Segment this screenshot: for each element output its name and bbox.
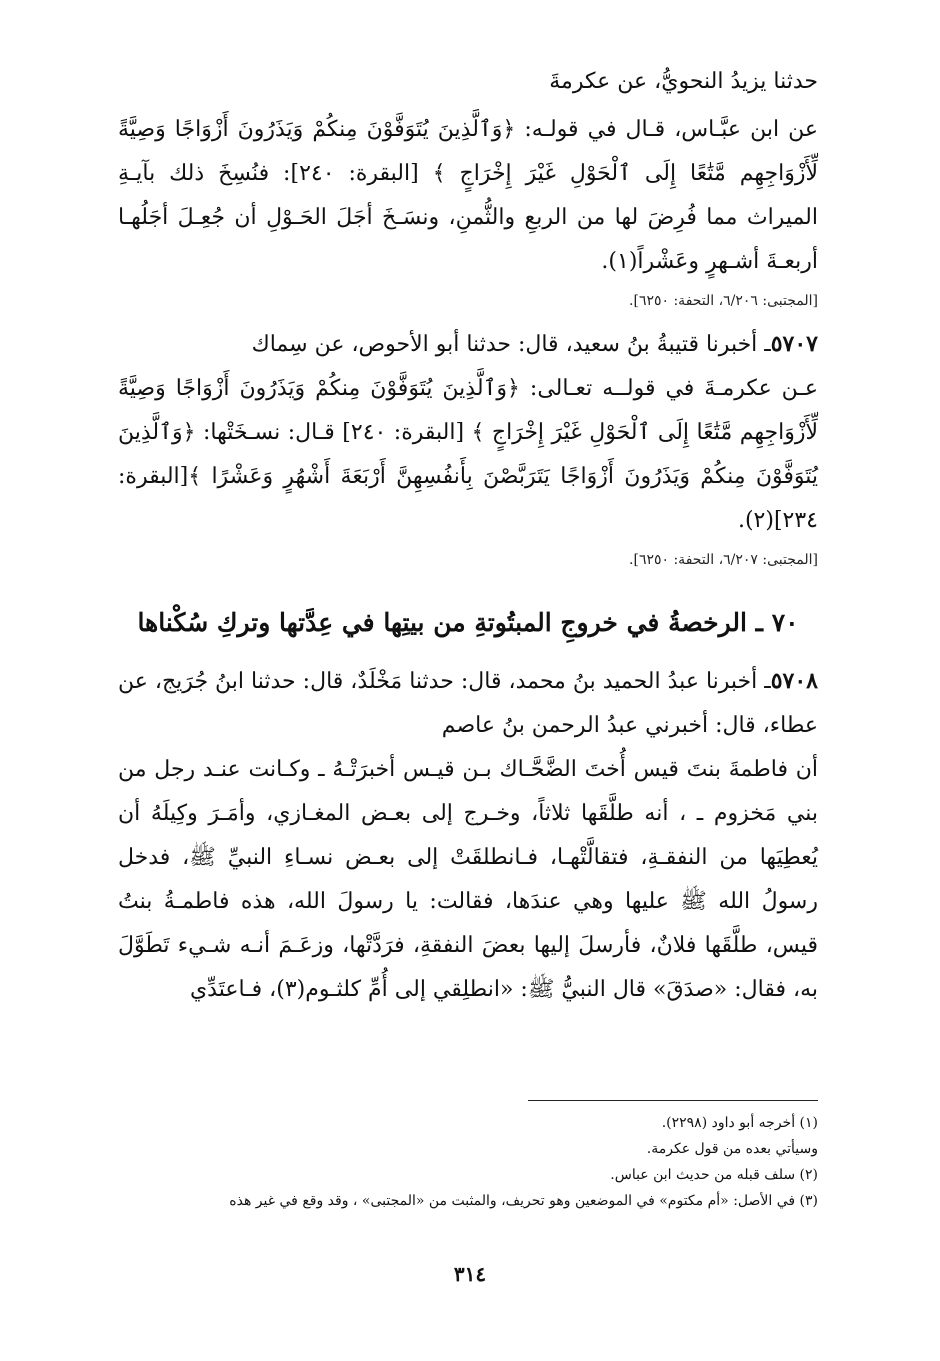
hadith-5707-isnad-text: ـ أخبرنا قتيبةُ بنُ سعيد، قال: حدثنا أبو الأحوص، عن سِماك [251, 332, 771, 357]
hadith-5706-body: عن ابن عبَّـاس، قـال في قولـه: ﴿وَٱلَّذِينَ يُتَوَفَّوْنَ مِنكُمْ وَيَذَرُونَ أَزْوَاجًا وَصِيَّةً لِّأَزْوَاجِهِم مَّتَٰعًا إِلَى ٱلْحَوْلِ غَيْرَ إِخْرَاجٍ ﴾ [البقرة: ٢٤٠]: فنُسِخَ ذلك بآيـةِ الميراث مما فُرِضَ لها من الربعِ والثُّمنِ، ونسَـخَ أجَلَ الحَـوْلِ أن جُعِـلَ أجَلُهـا أربعـةَ أشـهرٍ وعَشْراً(١). [118, 117, 819, 274]
hadith-number-5707: ٥٧٠٧ [770, 331, 818, 357]
footnote-3: (٣) في الأصل: «أم مكتوم» في الموضعين وهو تحريف، والمثبت من «المجتبى» ، وقد وقع في غير هذه [229, 1193, 818, 1209]
hadith-number-5708: ٥٧٠٨ [770, 668, 818, 694]
reference-5706: [المجتبى: ٦/٢٠٦، التحفة: ٦٢٥٠]. [629, 293, 818, 309]
footnote-1-cont: وسيأتي بعده من قول عكرمة. [646, 1141, 818, 1157]
footnotes [118, 1110, 818, 1214]
hadith-5707-body: عـن عكرمـةَ في قولــه تعـالى: ﴿وَٱلَّذِينَ يُتَوَفَّوْنَ مِنكُمْ وَيَذَرُونَ أَزْوَاجًا وَصِيَّةً لِّأَزْوَاجِهِم مَّتَٰعًا إِلَى ٱلْحَوْلِ غَيْرَ إِخْرَاجٍ ﴾ [البقرة: ٢٤٠] قـال: نسـخَتْها: ﴿وَٱلَّذِينَ يُتَوَفَّوْنَ مِنكُمْ وَيَذَرُونَ أَزْوَاجًا يَتَرَبَّصْنَ بِأَنفُسِهِنَّ أَرْبَعَةَ أَشْهُرٍ وَعَشْرًا ﴾[البقرة: ٢٣٤](٢). [118, 376, 818, 533]
footnote-2: (٢) سلف قبله من حديث ابن عباس. [610, 1167, 818, 1183]
hadith-5706-isnad-continuation: حدثنا يزيدُ النحويُّ، عن عكرمةَ [549, 69, 818, 94]
hadith-5708-isnad [118, 659, 818, 748]
chapter-heading: ٧٠ ـ الرخصةُ في خروجِ المبتُوتةِ من بيتِها في عِدَّتها وتركِ سُكْناها [137, 608, 799, 637]
footnote-1: (١) أخرجه أبو داود (٢٢٩٨). [661, 1115, 818, 1131]
hadith-5708-isnad-text: ـ أخبرنا عبدُ الحميد بنُ محمد، قال: حدثنا مَخْلَدٌ، قال: حدثنا ابنُ جُرَيج، عن عطاء، قال: أخبرني عبدُ الرحمن بنُ عاصم [118, 669, 818, 738]
page-number: ٣١٤ [453, 1262, 487, 1286]
reference-5707: [المجتبى: ٦/٢٠٧، التحفة: ٦٢٥٠]. [629, 552, 818, 568]
hadith-5708-body: أن فاطمةَ بنتَ قيس أُختَ الضَّحَّـاك بـن قيـس أخبرَتْـهُ ـ وكـانت عنـد رجل من بني مَخزوم ـ ، أنه طلَّقَها ثلاثاً، وخـرج إلى بعـض المغـازي، وأمَـرَ وكِيلَهُ أن يُعطِيَها من النفقـةِ، فتقالَّتْهـا، فـانطلقَتْ إلى بعـض نسـاءِ النبيِّ ﷺ، فدخل رسولُ الله ﷺ عليها وهي عندَها، فقالت: يا رسولَ الله، هذه فاطمـةُ بنتُ قيس، طلَّقَها فلانٌ، فأرسلَ إليها بعضَ النفقةِ، فرَدَّتْها، وزعَـمَ أنـه شـيء تَطَوَّلَ به، فقال: «صدَقَ» قال النبيُّ ﷺ: «انطلِقي إلى أُمِّ كلثـوم(٣)، فـاعتَدِّي [118, 757, 818, 1002]
hadith-5707-isnad [118, 322, 818, 367]
footnote-separator [528, 1100, 818, 1101]
page-body [118, 60, 818, 1012]
